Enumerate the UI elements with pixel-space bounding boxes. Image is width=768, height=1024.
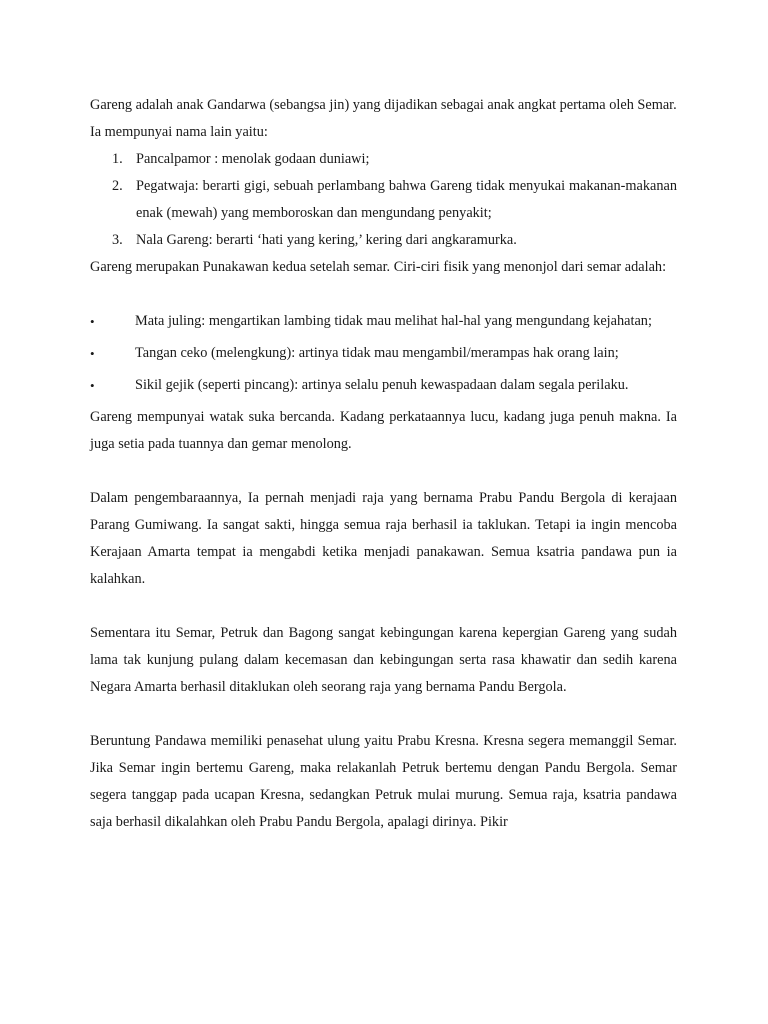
bullet-list [90, 308, 677, 399]
bullet-icon: • [90, 378, 95, 393]
bullet-item-text: Tangan ceko (melengkung): artinya tidak mau mengambil/merampas hak orang lain; [135, 345, 619, 361]
list-item [90, 227, 677, 254]
bullet-item [90, 308, 677, 335]
document-page [90, 92, 677, 836]
bullet-item-text: Sikil gejik (seperti pincang): artinya selalu penuh kewaspadaan dalam segala perilaku. [135, 377, 629, 393]
paragraph-intro: Gareng adalah anak Gandarwa (sebangsa jin) yang dijadikan sebagai anak angkat pertama oleh Semar. [90, 97, 677, 113]
list-number: 2. [112, 178, 123, 194]
bullet-item [90, 340, 677, 367]
bullet-item-text: Mata juling: mengartikan lambing tidak mau melihat hal-hal yang mengundang kejahatan; [135, 313, 652, 329]
numbered-list [90, 146, 677, 254]
list-item [90, 146, 677, 173]
paragraph-wandering: Dalam pengembaraannya, Ia pernah menjadi raja yang bernama Prabu Pandu Bergola di kerajaan Parang Gumiwang. Ia sangat sakti, hingga semua raja berhasil ia taklukan. Tetapi ia ingin mencoba Kerajaan Amarta tempat ia mengabdi ketika menjadi panakawan. Semua ksatria pandawa pun ia kalahkan. [90, 490, 677, 587]
bullet-icon: • [90, 314, 95, 329]
bullet-item [90, 372, 677, 399]
paragraph-character: Gareng mempunyai watak suka bercanda. Kadang perkataannya lucu, kadang juga penuh makna. Ia juga setia pada tuannya dan gemar menolong. [90, 409, 677, 452]
spacer [90, 701, 677, 728]
list-number: 1. [112, 151, 123, 167]
list-item-text: Pegatwaja: berarti gigi, sebuah perlambang bahwa Gareng tidak menyukai makanan-makanan enak (mewah) yang memboroskan dan mengundang penyakit; [136, 178, 677, 221]
paragraph-physical-traits: Gareng merupakan Punakawan kedua setelah semar. Ciri-ciri fisik yang menonjol dari semar adalah: [90, 259, 667, 275]
spacer [90, 458, 677, 485]
bullet-icon: • [90, 346, 95, 361]
spacer [90, 281, 677, 308]
list-item-text: Nala Gareng: berarti ‘hati yang kering,’ kering dari angkaramurka. [136, 232, 517, 248]
spacer [90, 593, 677, 620]
paragraph-other-names: Ia mempunyai nama lain yaitu: [90, 124, 268, 140]
paragraph-semar-petruk-bagong: Sementara itu Semar, Petruk dan Bagong sangat kebingungan karena kepergian Gareng yang sudah lama tak kunjung pulang dalam kecemasan dan kebingungan serta rasa khawatir dan sedih karena Negara Amarta berhasil ditaklukan oleh seorang raja yang bernama Pandu Bergola. [90, 625, 677, 695]
list-item [90, 173, 677, 227]
list-item-text: Pancalpamor : menolak godaan duniawi; [136, 151, 370, 167]
list-number: 3. [112, 232, 123, 248]
paragraph-kresna: Beruntung Pandawa memiliki penasehat ulung yaitu Prabu Kresna. Kresna segera memanggil Semar. Jika Semar ingin bertemu Gareng, maka relakanlah Petruk bertemu dengan Pandu Bergola. Semar segera tanggap pada ucapan Kresna, sedangkan Petruk mulai murung. Semua raja, ksatria pandawa saja berhasil dikalahkan oleh Prabu Pandu Bergola, apalagi dirinya. Pikir [90, 733, 677, 830]
